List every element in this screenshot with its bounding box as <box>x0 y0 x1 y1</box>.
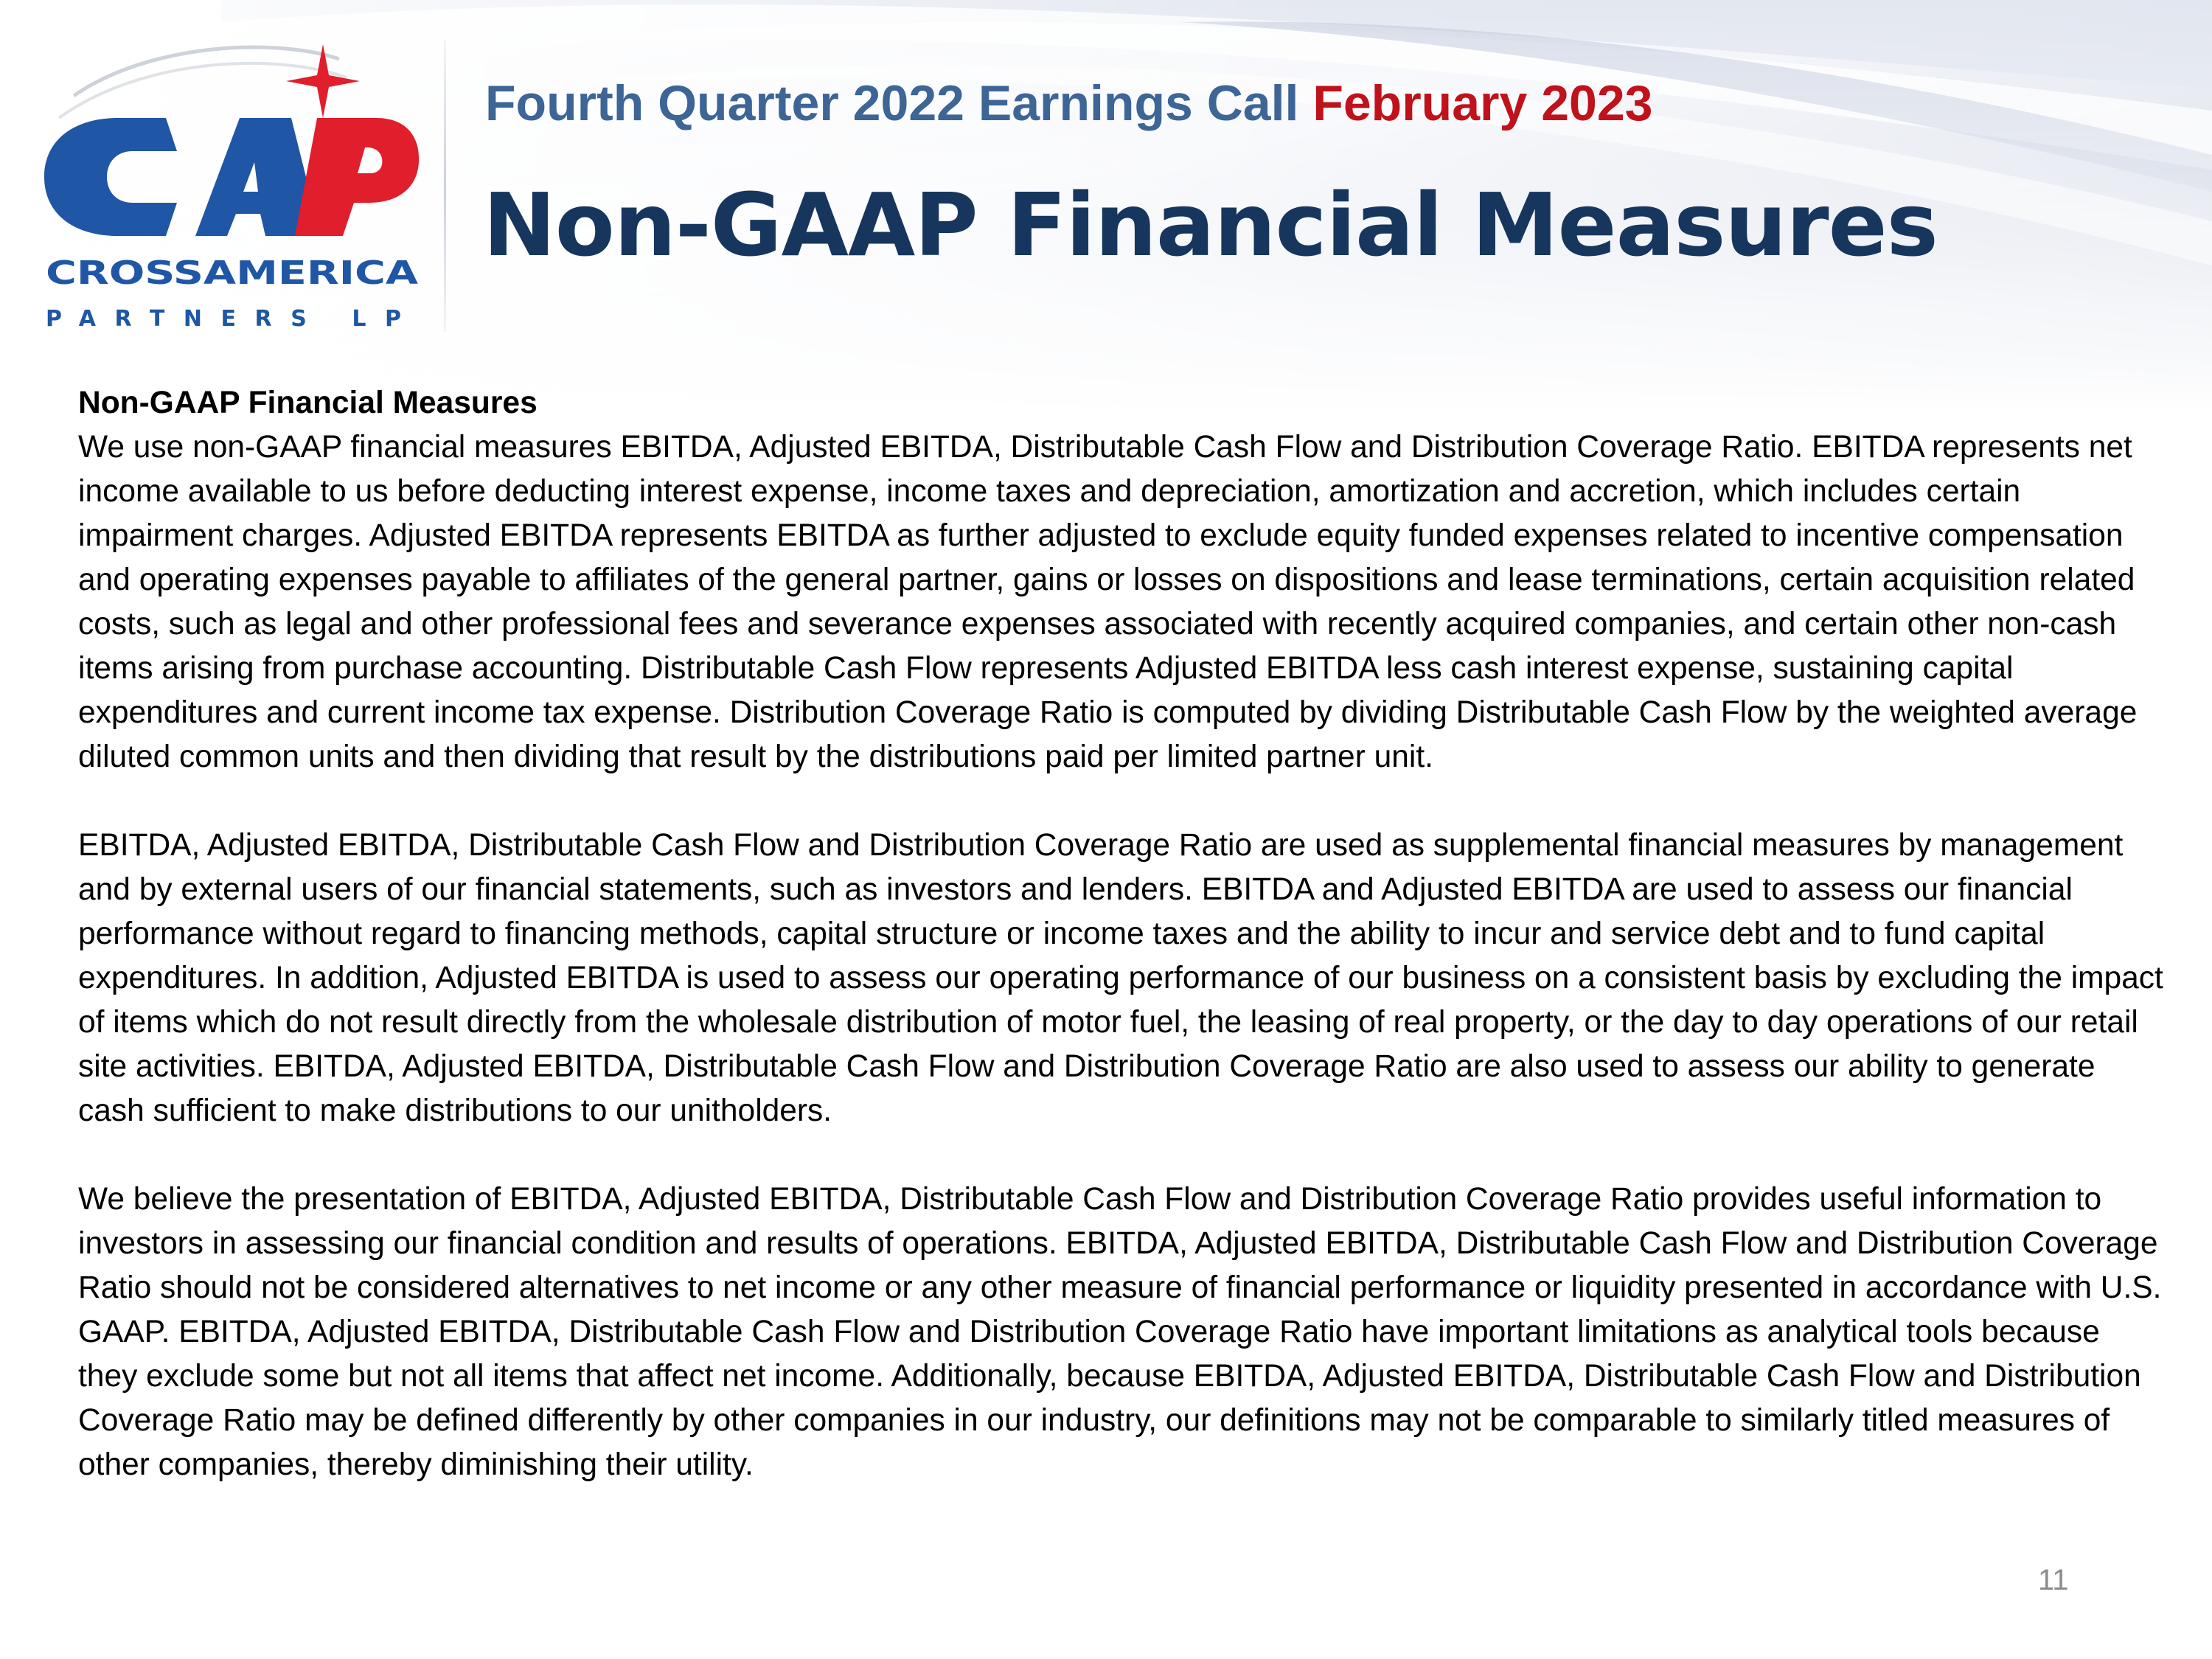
logo-company-line1: CROSSAMERICA <box>46 254 418 292</box>
subtitle-date: February 2023 <box>1312 75 1653 131</box>
paragraph-limitations: We believe the presentation of EBITDA, Adjusted EBITDA, Distributable Cash Flow and Distribution Coverage Ratio provides useful information to investors in assessing our financial condition and results of operations. EBITDA, Adjusted EBITDA, Distributable Cash Flow and Distribution Coverage Ratio should not be considered alternatives to net income or any other measure of financial performance or liquidity presented in accordance with U.S. GAAP. EBITDA, Adjusted EBITDA, Distributable Cash Flow and Distribution Coverage Ratio have important limitations as analytical tools because they exclude some but not all items that affect net income. Additionally, because EBITDA, Adjusted EBITDA, Distributable Cash Flow and Distribution Coverage Ratio may be defined differently by other companies in our industry, our definitions may not be comparable to similarly titled measures of other companies, thereby diminishing their utility. <box>78 1182 2162 1482</box>
paragraph-definitions: We use non-GAAP financial measures EBITDA, Adjusted EBITDA, Distributable Cash Flow and Distribution Coverage Ratio. EBITDA represents net income available to us before deducting interest expense, income taxes and depreciation, amortization and accretion, which includes certain impairment charges. Adjusted EBITDA represents EBITDA as further adjusted to exclude equity funded expenses related to incentive compensation and operating expenses payable to affiliates of the general partner, gains or losses on dispositions and lease terminations, certain acquisition related costs, such as legal and other professional fees and severance expenses associated with recently acquired companies, and certain other non-cash items arising from purchase accounting. Distributable Cash Flow represents Adjusted EBITDA less cash interest expense, sustaining capital expenditures and current income tax expense. Distribution Coverage Ratio is computed by dividing Distributable Cash Flow by the weighted average diluted common units and then dividing that result by the distributions paid per limited partner unit. <box>78 430 2138 774</box>
section-heading: Non-GAAP Financial Measures <box>78 386 538 420</box>
logo-company-line2: PARTNERS LP <box>46 306 414 332</box>
slide-title: Non-GAAP Financial Measures <box>483 174 1938 276</box>
subtitle-event: Fourth Quarter 2022 Earnings Call <box>485 75 1299 131</box>
page-number: 11 <box>2038 1564 2069 1596</box>
crossamerica-logo <box>29 37 428 339</box>
body-text <box>78 381 2165 1531</box>
logo-divider <box>444 41 446 332</box>
presentation-subtitle <box>485 74 1652 133</box>
paragraph-usage: EBITDA, Adjusted EBITDA, Distributable Cash Flow and Distribution Coverage Ratio are used as supplemental financial measures by management and by external users of our financial statements, such as investors and lenders. EBITDA and Adjusted EBITDA are used to assess our financial performance without regard to financing methods, capital structure or income taxes and the ability to incur and service debt and to fund capital expenditures. In addition, Adjusted EBITDA is used to assess our operating performance of our business on a consistent basis by excluding the impact of items which do not result directly from the wholesale distribution of motor fuel, the leasing of real property, or the day to day operations of our retail site activities. EBITDA, Adjusted EBITDA, Distributable Cash Flow and Distribution Coverage Ratio are also used to assess our ability to generate cash sufficient to make distributions to our unitholders. <box>78 828 2163 1128</box>
star-icon <box>286 44 360 118</box>
